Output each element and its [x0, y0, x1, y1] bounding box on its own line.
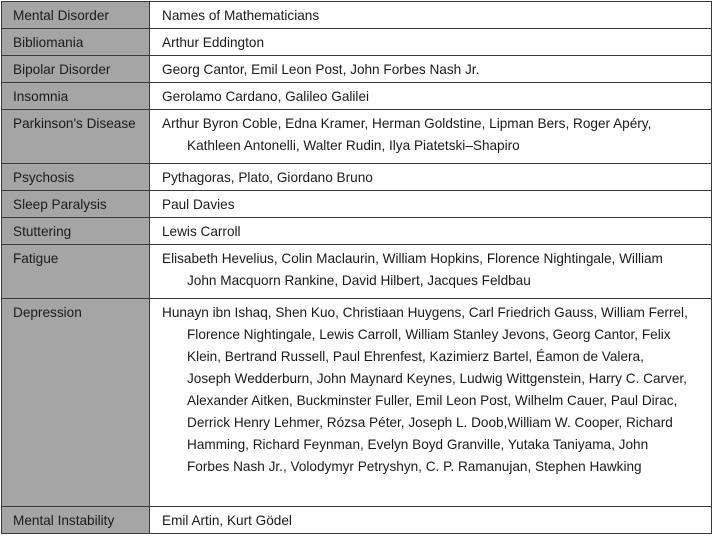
disorder-cell: Fatigue: [2, 245, 150, 299]
table-row: [2, 83, 712, 110]
names-cell: Hunayn ibn Ishaq, Shen Kuo, Christiaan Huygens, Carl Friedrich Gauss, William Ferrel, Florence Nightingale, Lewis Carroll, William Stanley Jevons, Georg Cantor, Felix Klein, Bertrand Russell, Paul Ehrenfest, Kazimierz Bartel, Éamon de Valera, Joseph Wedderburn, John Maynard Keynes, Ludwig Wittgenstein, Harry C. Carver, Alexander Aitken, Buckminster Fuller, Emil Leon Post, Wilhelm Cauer, Paul Dirac, Derrick Henry Lehmer, Rózsa Péter, Joseph L. Doob,William W. Cooper, Richard Hamming, Richard Feynman, Evelyn Boyd Granville, Yutaka Taniyama, John Forbes Nash Jr., Volodymyr Petryshyn, C. P. Ramanujan, Stephen Hawking: [150, 299, 712, 507]
disorder-cell: Stuttering: [2, 218, 150, 245]
table-row: [2, 110, 712, 164]
names-cell: Lewis Carroll: [150, 218, 712, 245]
disorder-cell: Bibliomania: [2, 29, 150, 56]
disorder-cell: Sleep Paralysis: [2, 191, 150, 218]
table-row: [2, 218, 712, 245]
disorder-cell: Bipolar Disorder: [2, 56, 150, 83]
table-row: [2, 299, 712, 507]
disorder-cell: Mental Instability: [2, 507, 150, 534]
header-cell-disorder: Mental Disorder: [2, 2, 150, 29]
disorder-cell: Parkinson's Disease: [2, 110, 150, 164]
names-cell: Pythagoras, Plato, Giordano Bruno: [150, 164, 712, 191]
names-cell: Arthur Eddington: [150, 29, 712, 56]
disorder-cell: Psychosis: [2, 164, 150, 191]
table-row: [2, 245, 712, 299]
table-row: [2, 56, 712, 83]
mathematicians-disorders-table: [1, 1, 712, 534]
table-row: [2, 164, 712, 191]
disorder-cell: Depression: [2, 299, 150, 507]
names-cell: Paul Davies: [150, 191, 712, 218]
disorder-cell: Insomnia: [2, 83, 150, 110]
names-cell: Georg Cantor, Emil Leon Post, John Forbes Nash Jr.: [150, 56, 712, 83]
names-cell: Gerolamo Cardano, Galileo Galilei: [150, 83, 712, 110]
table-row: [2, 29, 712, 56]
table-header-row: [2, 2, 712, 29]
names-cell: Arthur Byron Coble, Edna Kramer, Herman Goldstine, Lipman Bers, Roger Apéry, Kathleen Antonelli, Walter Rudin, Ilya Piatetski–Shapiro: [150, 110, 712, 164]
table-row: [2, 507, 712, 534]
names-cell: Emil Artin, Kurt Gödel: [150, 507, 712, 534]
header-cell-names: Names of Mathematicians: [150, 2, 712, 29]
names-cell: Elisabeth Hevelius, Colin Maclaurin, William Hopkins, Florence Nightingale, William John Macquorn Rankine, David Hilbert, Jacques Feldbau: [150, 245, 712, 299]
table-row: [2, 191, 712, 218]
